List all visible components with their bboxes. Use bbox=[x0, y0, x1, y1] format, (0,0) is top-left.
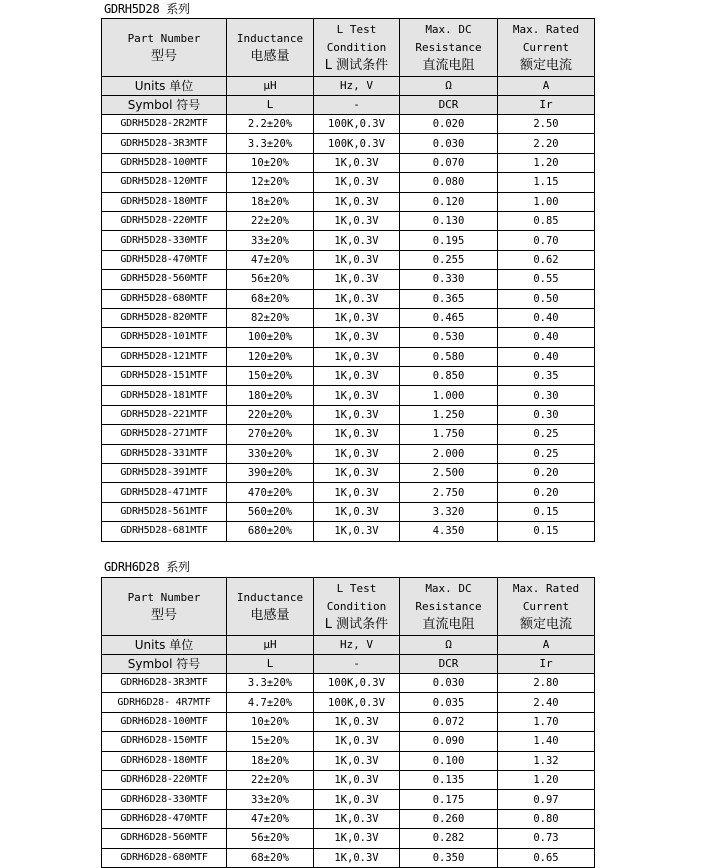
units-row-rated-current: A bbox=[498, 636, 595, 655]
cell-dc-resistance: 0.350 bbox=[400, 848, 498, 867]
cell-rated-current: 0.30 bbox=[498, 405, 595, 424]
cell-rated-current: 0.25 bbox=[498, 444, 595, 463]
cell-inductance: 15±20% bbox=[227, 732, 314, 751]
cell-part-number: GDRH5D28-180MTF bbox=[102, 192, 227, 211]
cell-part-number: GDRH5D28-3R3MTF bbox=[102, 134, 227, 153]
cell-dc-resistance: 2.500 bbox=[400, 464, 498, 483]
cell-rated-current: 2.40 bbox=[498, 693, 595, 712]
cell-dc-resistance: 0.072 bbox=[400, 712, 498, 731]
cell-part-number: GDRH5D28-561MTF bbox=[102, 502, 227, 521]
table-row bbox=[102, 674, 595, 693]
units-row bbox=[102, 77, 595, 96]
header-rated-current bbox=[498, 578, 595, 636]
table-row bbox=[102, 289, 595, 308]
cell-dc-resistance: 0.330 bbox=[400, 270, 498, 289]
cell-part-number: GDRH5D28-470MTF bbox=[102, 250, 227, 269]
header-dc-resistance-en2: Resistance bbox=[415, 599, 482, 613]
cell-dc-resistance: 1.750 bbox=[400, 425, 498, 444]
header-dc-resistance bbox=[400, 578, 498, 636]
cell-dc-resistance: 0.255 bbox=[400, 250, 498, 269]
cell-test-condition: 1K,0.3V bbox=[314, 829, 400, 848]
cell-rated-current: 2.50 bbox=[498, 115, 595, 134]
cell-test-condition: 100K,0.3V bbox=[314, 134, 400, 153]
header-test-condition-en: L Test bbox=[336, 581, 377, 595]
cell-rated-current: 0.55 bbox=[498, 270, 595, 289]
cell-inductance: 150±20% bbox=[227, 367, 314, 386]
table-row bbox=[102, 270, 595, 289]
symbol-row bbox=[102, 655, 595, 674]
table-row bbox=[102, 790, 595, 809]
header-row bbox=[102, 19, 595, 77]
cell-inductance: 56±20% bbox=[227, 270, 314, 289]
cell-test-condition: 1K,0.3V bbox=[314, 405, 400, 424]
table-row bbox=[102, 444, 595, 463]
table-row bbox=[102, 367, 595, 386]
cell-part-number: GDRH5D28-391MTF bbox=[102, 464, 227, 483]
table-row bbox=[102, 192, 595, 211]
cell-test-condition: 100K,0.3V bbox=[314, 115, 400, 134]
cell-test-condition: 1K,0.3V bbox=[314, 347, 400, 366]
cell-inductance: 3.3±20% bbox=[227, 674, 314, 693]
cell-inductance: 22±20% bbox=[227, 211, 314, 230]
header-dc-resistance bbox=[400, 19, 498, 77]
header-test-condition bbox=[314, 578, 400, 636]
cell-inductance: 680±20% bbox=[227, 522, 314, 541]
header-inductance-en: Inductance bbox=[236, 590, 304, 604]
cell-rated-current: 0.15 bbox=[498, 522, 595, 541]
header-rated-current-en2: Current bbox=[522, 599, 570, 613]
cell-rated-current: 0.40 bbox=[498, 328, 595, 347]
cell-inductance: 100±20% bbox=[227, 328, 314, 347]
header-test-condition-zh: L 测试条件 bbox=[324, 57, 389, 73]
table-row bbox=[102, 464, 595, 483]
cell-inductance: 560±20% bbox=[227, 502, 314, 521]
cell-rated-current: 1.00 bbox=[498, 192, 595, 211]
header-dc-resistance-zh: 直流电阻 bbox=[422, 57, 475, 73]
cell-rated-current: 0.35 bbox=[498, 367, 595, 386]
table-row bbox=[102, 115, 595, 134]
cell-rated-current: 0.65 bbox=[498, 848, 595, 867]
table-row bbox=[102, 153, 595, 172]
header-inductance bbox=[227, 578, 314, 636]
header-row bbox=[102, 578, 595, 636]
cell-dc-resistance: 0.130 bbox=[400, 211, 498, 230]
cell-test-condition: 1K,0.3V bbox=[314, 211, 400, 230]
cell-part-number: GDRH5D28-101MTF bbox=[102, 328, 227, 347]
table-row bbox=[102, 732, 595, 751]
cell-part-number: GDRH6D28-560MTF bbox=[102, 829, 227, 848]
table-row bbox=[102, 829, 595, 848]
cell-inductance: 220±20% bbox=[227, 405, 314, 424]
cell-dc-resistance: 0.580 bbox=[400, 347, 498, 366]
symbol-row-dc-resistance: DCR bbox=[400, 655, 498, 674]
units-row-part-number: Units 单位 bbox=[102, 77, 227, 96]
cell-inductance: 33±20% bbox=[227, 790, 314, 809]
cell-dc-resistance: 0.530 bbox=[400, 328, 498, 347]
cell-part-number: GDRH5D28-820MTF bbox=[102, 308, 227, 327]
cell-inductance: 47±20% bbox=[227, 809, 314, 828]
cell-part-number: GDRH6D28-680MTF bbox=[102, 848, 227, 867]
symbol-row-dc-resistance: DCR bbox=[400, 96, 498, 115]
cell-dc-resistance: 2.000 bbox=[400, 444, 498, 463]
spec-table-gdrh5d28 bbox=[101, 18, 595, 542]
cell-inductance: 470±20% bbox=[227, 483, 314, 502]
cell-dc-resistance: 0.020 bbox=[400, 115, 498, 134]
cell-test-condition: 1K,0.3V bbox=[314, 712, 400, 731]
header-test-condition-en: L Test bbox=[336, 22, 377, 36]
cell-inductance: 10±20% bbox=[227, 712, 314, 731]
cell-test-condition: 1K,0.3V bbox=[314, 289, 400, 308]
cell-dc-resistance: 0.030 bbox=[400, 674, 498, 693]
cell-part-number: GDRH5D28-330MTF bbox=[102, 231, 227, 250]
header-rated-current-zh: 额定电流 bbox=[519, 57, 572, 73]
cell-dc-resistance: 0.465 bbox=[400, 308, 498, 327]
cell-test-condition: 1K,0.3V bbox=[314, 386, 400, 405]
header-part-number-zh: 型号 bbox=[150, 48, 177, 64]
cell-test-condition: 1K,0.3V bbox=[314, 751, 400, 770]
cell-rated-current: 0.30 bbox=[498, 386, 595, 405]
cell-inductance: 3.3±20% bbox=[227, 134, 314, 153]
table-row bbox=[102, 693, 595, 712]
header-dc-resistance-en: Max. DC bbox=[425, 22, 472, 36]
table-row bbox=[102, 386, 595, 405]
cell-dc-resistance: 0.080 bbox=[400, 173, 498, 192]
cell-rated-current: 0.62 bbox=[498, 250, 595, 269]
cell-dc-resistance: 0.195 bbox=[400, 231, 498, 250]
table-row bbox=[102, 770, 595, 789]
cell-dc-resistance: 0.030 bbox=[400, 134, 498, 153]
cell-rated-current: 1.15 bbox=[498, 173, 595, 192]
cell-test-condition: 1K,0.3V bbox=[314, 770, 400, 789]
cell-rated-current: 0.20 bbox=[498, 464, 595, 483]
cell-rated-current: 0.50 bbox=[498, 289, 595, 308]
cell-test-condition: 1K,0.3V bbox=[314, 367, 400, 386]
units-row-inductance: μH bbox=[227, 636, 314, 655]
table-row bbox=[102, 211, 595, 230]
cell-dc-resistance: 0.175 bbox=[400, 790, 498, 809]
cell-inductance: 18±20% bbox=[227, 751, 314, 770]
cell-rated-current: 0.20 bbox=[498, 483, 595, 502]
units-row-test-condition: Hz, V bbox=[314, 636, 400, 655]
cell-rated-current: 1.40 bbox=[498, 732, 595, 751]
table-row bbox=[102, 134, 595, 153]
symbol-row-inductance: L bbox=[227, 96, 314, 115]
cell-inductance: 18±20% bbox=[227, 192, 314, 211]
cell-dc-resistance: 1.000 bbox=[400, 386, 498, 405]
cell-inductance: 120±20% bbox=[227, 347, 314, 366]
header-inductance-zh: 电感量 bbox=[250, 607, 290, 623]
symbol-row-test-condition: - bbox=[314, 96, 400, 115]
header-test-condition-en2: Condition bbox=[326, 599, 387, 613]
cell-inductance: 82±20% bbox=[227, 308, 314, 327]
table-row bbox=[102, 173, 595, 192]
header-rated-current-zh: 额定电流 bbox=[519, 616, 572, 632]
cell-test-condition: 1K,0.3V bbox=[314, 173, 400, 192]
cell-inductance: 56±20% bbox=[227, 829, 314, 848]
cell-test-condition: 1K,0.3V bbox=[314, 522, 400, 541]
table-row bbox=[102, 502, 595, 521]
cell-rated-current: 0.97 bbox=[498, 790, 595, 809]
cell-dc-resistance: 2.750 bbox=[400, 483, 498, 502]
cell-inductance: 330±20% bbox=[227, 444, 314, 463]
table-row bbox=[102, 250, 595, 269]
table-row bbox=[102, 712, 595, 731]
header-rated-current-en: Max. Rated bbox=[512, 22, 580, 36]
cell-part-number: GDRH5D28-271MTF bbox=[102, 425, 227, 444]
header-rated-current-en: Max. Rated bbox=[512, 581, 580, 595]
header-dc-resistance-zh: 直流电阻 bbox=[422, 616, 475, 632]
cell-test-condition: 1K,0.3V bbox=[314, 464, 400, 483]
header-inductance-en: Inductance bbox=[236, 31, 304, 45]
cell-dc-resistance: 0.365 bbox=[400, 289, 498, 308]
cell-test-condition: 1K,0.3V bbox=[314, 231, 400, 250]
symbol-row-part-number: Symbol 符号 bbox=[102, 655, 227, 674]
cell-dc-resistance: 0.120 bbox=[400, 192, 498, 211]
table-row bbox=[102, 483, 595, 502]
header-dc-resistance-en2: Resistance bbox=[415, 40, 482, 54]
cell-test-condition: 1K,0.3V bbox=[314, 732, 400, 751]
cell-part-number: GDRH6D28-100MTF bbox=[102, 712, 227, 731]
cell-inductance: 390±20% bbox=[227, 464, 314, 483]
table-row bbox=[102, 347, 595, 366]
table-row bbox=[102, 405, 595, 424]
symbol-row bbox=[102, 96, 595, 115]
cell-test-condition: 1K,0.3V bbox=[314, 153, 400, 172]
symbol-row-rated-current: Ir bbox=[498, 96, 595, 115]
table-row bbox=[102, 328, 595, 347]
header-part-number-en: Part Number bbox=[127, 590, 201, 604]
units-row-part-number: Units 单位 bbox=[102, 636, 227, 655]
cell-part-number: GDRH6D28-150MTF bbox=[102, 732, 227, 751]
cell-part-number: GDRH5D28-181MTF bbox=[102, 386, 227, 405]
cell-dc-resistance: 0.850 bbox=[400, 367, 498, 386]
cell-part-number: GDRH5D28-331MTF bbox=[102, 444, 227, 463]
cell-part-number: GDRH6D28-470MTF bbox=[102, 809, 227, 828]
cell-rated-current: 0.70 bbox=[498, 231, 595, 250]
cell-part-number: GDRH5D28-100MTF bbox=[102, 153, 227, 172]
cell-part-number: GDRH6D28-3R3MTF bbox=[102, 674, 227, 693]
cell-test-condition: 1K,0.3V bbox=[314, 328, 400, 347]
units-row-rated-current: A bbox=[498, 77, 595, 96]
cell-inductance: 10±20% bbox=[227, 153, 314, 172]
cell-dc-resistance: 0.070 bbox=[400, 153, 498, 172]
cell-rated-current: 0.73 bbox=[498, 829, 595, 848]
cell-part-number: GDRH5D28-560MTF bbox=[102, 270, 227, 289]
cell-part-number: GDRH6D28- 4R7MTF bbox=[102, 693, 227, 712]
cell-part-number: GDRH5D28-151MTF bbox=[102, 367, 227, 386]
cell-test-condition: 1K,0.3V bbox=[314, 308, 400, 327]
header-dc-resistance-en: Max. DC bbox=[425, 581, 472, 595]
cell-rated-current: 1.20 bbox=[498, 770, 595, 789]
cell-part-number: GDRH5D28-121MTF bbox=[102, 347, 227, 366]
table-row bbox=[102, 308, 595, 327]
cell-dc-resistance: 0.135 bbox=[400, 770, 498, 789]
header-part-number bbox=[102, 19, 227, 77]
header-rated-current-en2: Current bbox=[522, 40, 570, 54]
table-row bbox=[102, 231, 595, 250]
cell-test-condition: 1K,0.3V bbox=[314, 192, 400, 211]
cell-inductance: 47±20% bbox=[227, 250, 314, 269]
table-row bbox=[102, 848, 595, 867]
cell-test-condition: 1K,0.3V bbox=[314, 444, 400, 463]
cell-test-condition: 1K,0.3V bbox=[314, 848, 400, 867]
cell-part-number: GDRH6D28-330MTF bbox=[102, 790, 227, 809]
cell-dc-resistance: 1.250 bbox=[400, 405, 498, 424]
cell-inductance: 68±20% bbox=[227, 289, 314, 308]
units-row-dc-resistance: Ω bbox=[400, 77, 498, 96]
cell-test-condition: 1K,0.3V bbox=[314, 502, 400, 521]
symbol-row-part-number: Symbol 符号 bbox=[102, 96, 227, 115]
symbol-row-inductance: L bbox=[227, 655, 314, 674]
cell-rated-current: 0.15 bbox=[498, 502, 595, 521]
cell-rated-current: 1.70 bbox=[498, 712, 595, 731]
cell-inductance: 12±20% bbox=[227, 173, 314, 192]
cell-rated-current: 0.25 bbox=[498, 425, 595, 444]
cell-dc-resistance: 3.320 bbox=[400, 502, 498, 521]
cell-inductance: 270±20% bbox=[227, 425, 314, 444]
cell-part-number: GDRH5D28-120MTF bbox=[102, 173, 227, 192]
cell-test-condition: 100K,0.3V bbox=[314, 674, 400, 693]
header-inductance bbox=[227, 19, 314, 77]
header-part-number-en: Part Number bbox=[127, 31, 201, 45]
cell-test-condition: 1K,0.3V bbox=[314, 250, 400, 269]
cell-dc-resistance: 4.350 bbox=[400, 522, 498, 541]
header-part-number bbox=[102, 578, 227, 636]
cell-part-number: GDRH5D28-221MTF bbox=[102, 405, 227, 424]
header-test-condition bbox=[314, 19, 400, 77]
cell-rated-current: 0.40 bbox=[498, 308, 595, 327]
cell-part-number: GDRH6D28-220MTF bbox=[102, 770, 227, 789]
units-row-inductance: μH bbox=[227, 77, 314, 96]
header-test-condition-zh: L 测试条件 bbox=[324, 616, 389, 632]
cell-rated-current: 1.32 bbox=[498, 751, 595, 770]
table-row bbox=[102, 522, 595, 541]
cell-part-number: GDRH6D28-180MTF bbox=[102, 751, 227, 770]
series-title-gdrh6d28: GDRH6D28 系列 bbox=[104, 560, 190, 574]
units-row-dc-resistance: Ω bbox=[400, 636, 498, 655]
cell-part-number: GDRH5D28-681MTF bbox=[102, 522, 227, 541]
cell-rated-current: 0.85 bbox=[498, 211, 595, 230]
cell-rated-current: 0.80 bbox=[498, 809, 595, 828]
symbol-row-rated-current: Ir bbox=[498, 655, 595, 674]
cell-test-condition: 1K,0.3V bbox=[314, 425, 400, 444]
header-inductance-zh: 电感量 bbox=[250, 48, 290, 64]
cell-dc-resistance: 0.100 bbox=[400, 751, 498, 770]
cell-inductance: 22±20% bbox=[227, 770, 314, 789]
table-row bbox=[102, 809, 595, 828]
cell-part-number: GDRH5D28-471MTF bbox=[102, 483, 227, 502]
cell-inductance: 68±20% bbox=[227, 848, 314, 867]
cell-part-number: GDRH5D28-680MTF bbox=[102, 289, 227, 308]
cell-rated-current: 1.20 bbox=[498, 153, 595, 172]
cell-inductance: 180±20% bbox=[227, 386, 314, 405]
cell-inductance: 4.7±20% bbox=[227, 693, 314, 712]
cell-part-number: GDRH5D28-2R2MTF bbox=[102, 115, 227, 134]
header-part-number-zh: 型号 bbox=[150, 607, 177, 623]
series-title-gdrh5d28: GDRH5D28 系列 bbox=[104, 2, 190, 16]
table-row bbox=[102, 751, 595, 770]
cell-rated-current: 2.80 bbox=[498, 674, 595, 693]
cell-rated-current: 0.40 bbox=[498, 347, 595, 366]
header-rated-current bbox=[498, 19, 595, 77]
cell-rated-current: 2.20 bbox=[498, 134, 595, 153]
symbol-row-test-condition: - bbox=[314, 655, 400, 674]
cell-test-condition: 1K,0.3V bbox=[314, 790, 400, 809]
cell-test-condition: 100K,0.3V bbox=[314, 693, 400, 712]
spec-table-gdrh6d28 bbox=[101, 577, 595, 868]
cell-part-number: GDRH5D28-220MTF bbox=[102, 211, 227, 230]
cell-inductance: 2.2±20% bbox=[227, 115, 314, 134]
units-row bbox=[102, 636, 595, 655]
cell-test-condition: 1K,0.3V bbox=[314, 483, 400, 502]
cell-test-condition: 1K,0.3V bbox=[314, 809, 400, 828]
table-row bbox=[102, 425, 595, 444]
cell-test-condition: 1K,0.3V bbox=[314, 270, 400, 289]
cell-inductance: 33±20% bbox=[227, 231, 314, 250]
cell-dc-resistance: 0.282 bbox=[400, 829, 498, 848]
header-test-condition-en2: Condition bbox=[326, 40, 387, 54]
units-row-test-condition: Hz, V bbox=[314, 77, 400, 96]
cell-dc-resistance: 0.090 bbox=[400, 732, 498, 751]
cell-dc-resistance: 0.260 bbox=[400, 809, 498, 828]
cell-dc-resistance: 0.035 bbox=[400, 693, 498, 712]
